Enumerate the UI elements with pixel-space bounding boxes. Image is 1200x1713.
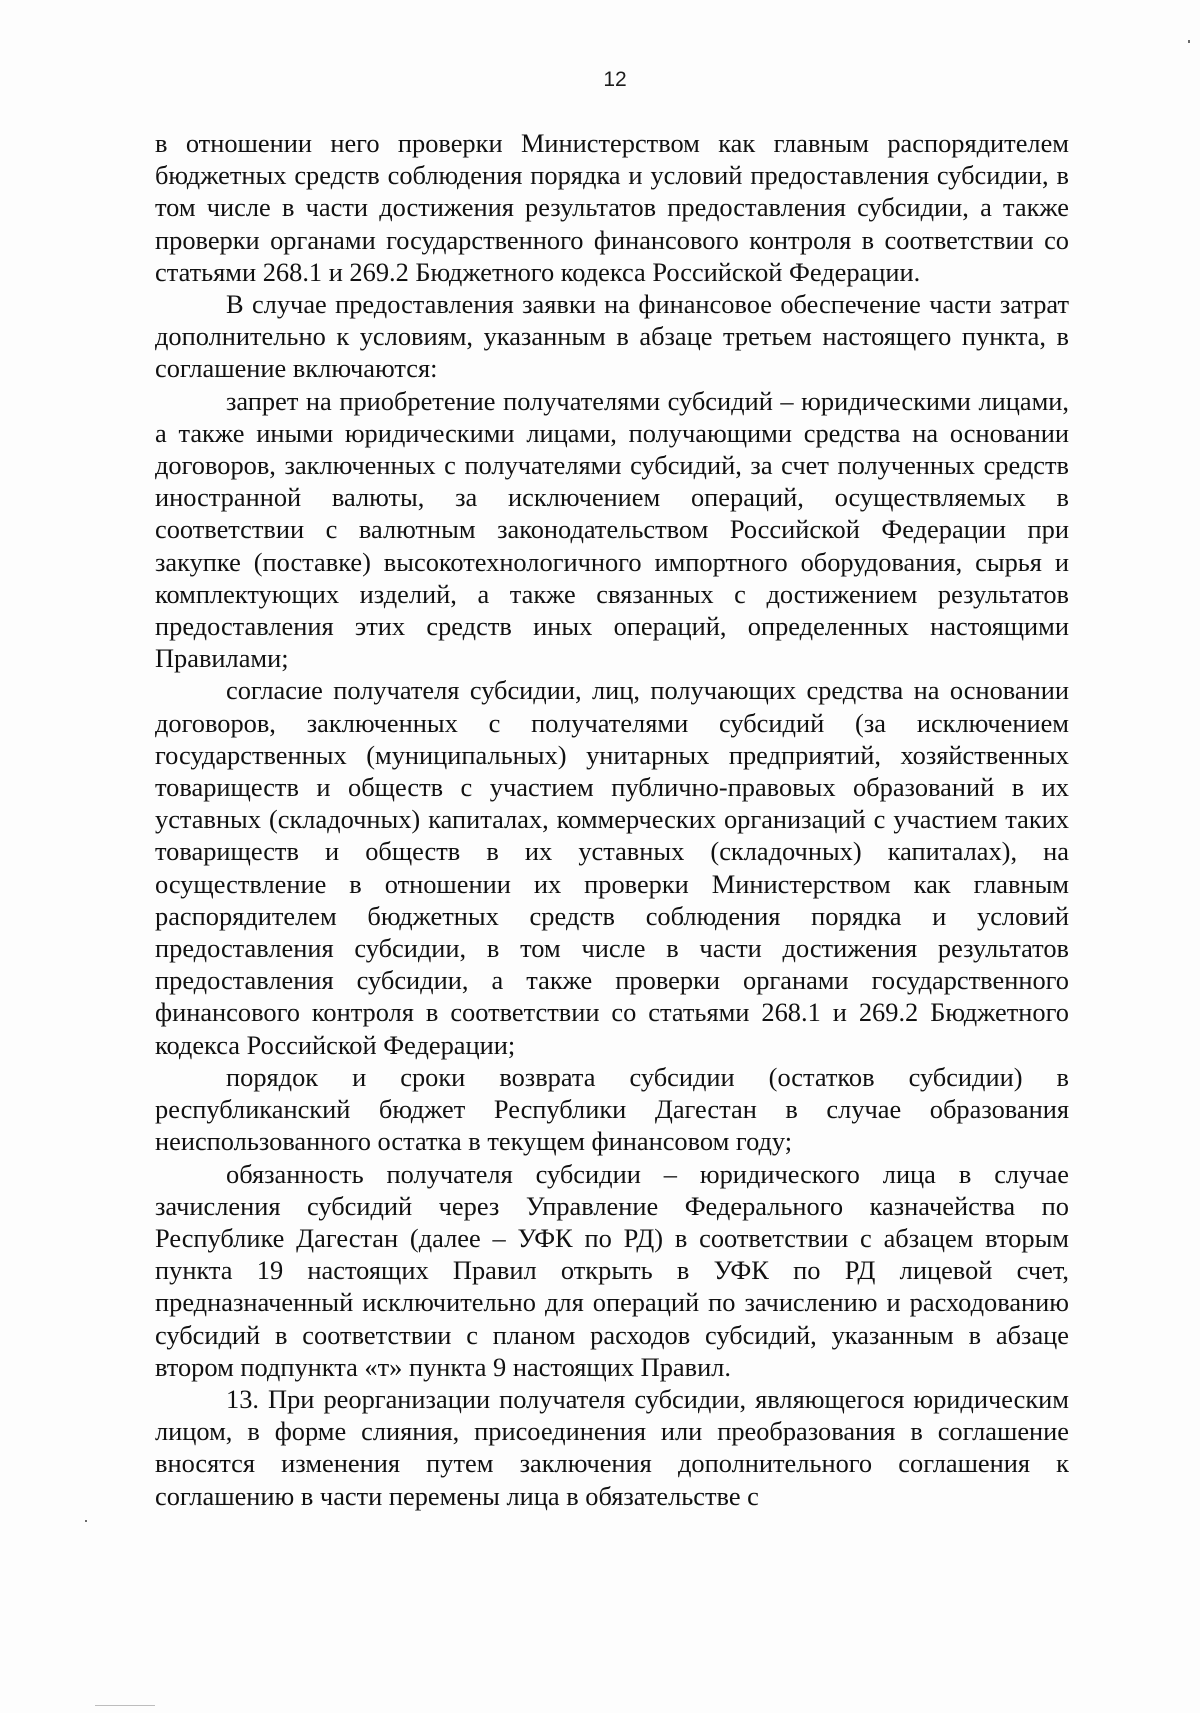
page-number: 12 [603,68,627,91]
paragraph: обязанность получателя субсидии – юридического лица в случае зачисления субсидий через Управление Федерального казначейства по Республике Дагестан (далее – УФК по РД) в соответствии с абзацем вторым пункта 19 настоящих Правил открыть в УФК по РД лицевой счет, предназначенный исключительно для операций по зачислению и расходованию субсидий в соответствии с планом расходов субсидий, указанным в абзаце втором подпункта «т» пункта 9 настоящих Правил. [155,1158,1069,1382]
paragraph: запрет на приобретение получателями субсидий – юридическими лицами, а также иными юридическими лицами, получающими средства на основании договоров, заключенных с получателями субсидий, за счет полученных средств иностранной валюты, за исключением операций, осуществляемых в соответствии с валютным законодательством Российской Федерации при закупке (поставке) высокотехнологичного импортного оборудования, сырья и комплектующих изделий, а также связанных с достижением результатов предоставления этих средств иных операций, определенных настоящими Правилами; [155,385,1069,674]
paragraph: порядок и сроки возврата субсидии (остатков субсидии) в республиканский бюджет Республики Дагестан в случае образования неиспользованного остатка в текущем финансовом году; [155,1061,1069,1157]
paragraph: 13. При реорганизации получателя субсидии, являющегося юридическим лицом, в форме слияния, присоединения или преобразования в соглашение вносятся изменения путем заключения дополнительного соглашения к соглашению в части перемены лица в обязательстве с [155,1383,1069,1511]
paragraph: В случае предоставления заявки на финансовое обеспечение части затрат дополнительно к условиям, указанным в абзаце третьем настоящего пункта, в соглашение включаются: [155,289,1069,384]
document-body [155,127,1069,1512]
paragraph: в отношении него проверки Министерством как главным распорядителем бюджетных средств соблюдения порядка и условий предоставления субсидии, в том числе в части достижения результатов предоставления субсидии, а также проверки органами государственного финансового контроля в соответствии со статьями 268.1 и 269.2 Бюджетного кодекса Российской Федерации. [155,128,1069,287]
paragraph: согласие получателя субсидии, лиц, получающих средства на основании договоров, заключенных с получателями субсидий (за исключением государственных (муниципальных) унитарных предприятий, хозяйственных товариществ и обществ с участием публично-правовых образований в их уставных (складочных) капиталах, коммерческих организаций с участием таких товариществ и обществ в их уставных (складочных) капиталах), на осуществление в отношении их проверки Министерством как главным распорядителем бюджетных средств соблюдения порядка и условий предоставления субсидии, в том числе в части достижения результатов предоставления субсидии, а также проверки органами государственного финансового контроля в соответствии со статьями 268.1 и 269.2 Бюджетного кодекса Российской Федерации; [155,675,1069,1060]
